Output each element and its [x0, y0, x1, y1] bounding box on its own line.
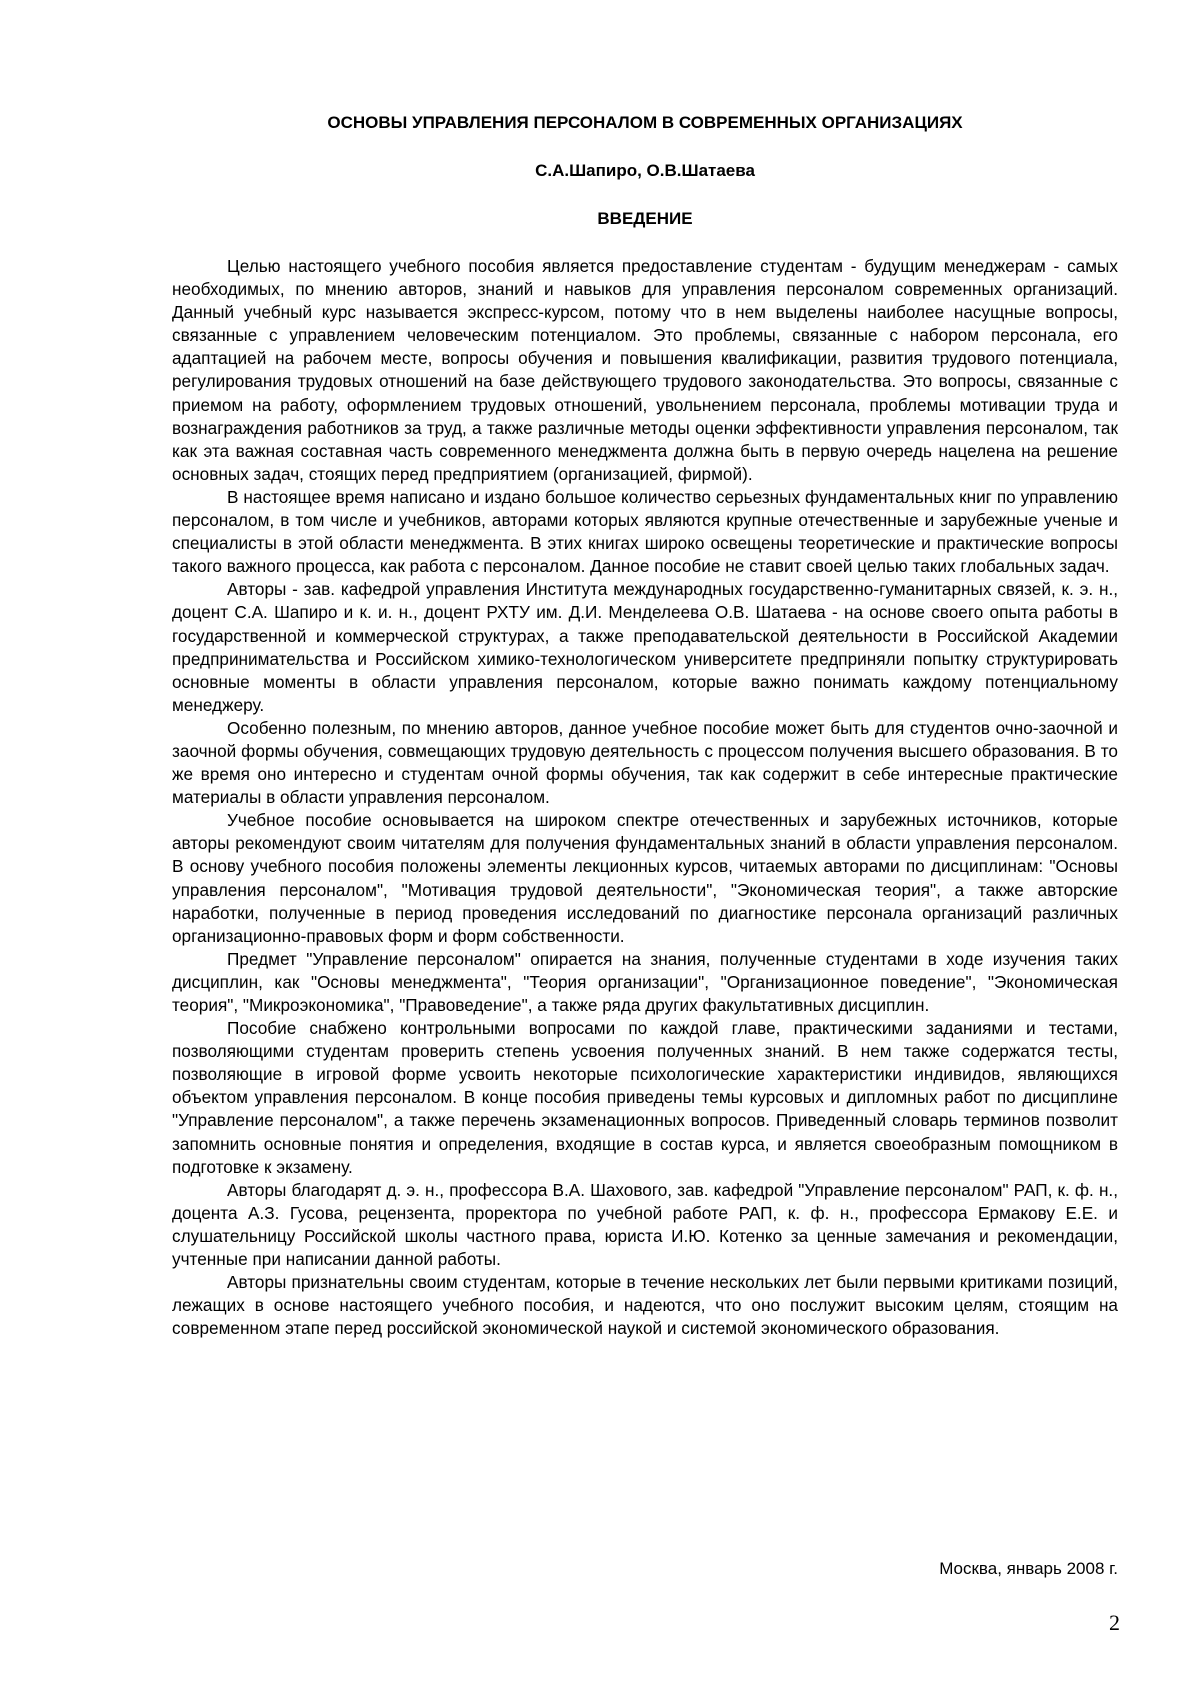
- paragraph: В настоящее время написано и издано большое количество серьезных фундаментальных книг по управлению персоналом, в том числе и учебников, авторами которых являются крупные отечественные и зарубежные ученые и специалисты в этой области менеджмента. В этих книгах широко освещены теоретические и практические вопросы такого важного процесса, как работа с персоналом. Данное пособие не ставит своей целью таких глобальных задач.: [172, 486, 1118, 577]
- paragraph: Авторы благодарят д. э. н., профессора В.А. Шахового, зав. кафедрой "Управление персоналом" РАП, к. ф. н., доцента А.З. Гусова, рецензента, проректора по учебной работе РАП, к. ф. н., профессора Ермакову Е.Е. и слушательницу Российской школы частного права, юриста И.Ю. Котенко за ценные замечания и рекомендации, учтенные при написании данной работы.: [172, 1179, 1118, 1270]
- body-text: [172, 255, 1118, 1340]
- paragraph: Пособие снабжено контрольными вопросами по каждой главе, практическими заданиями и тестами, позволяющими студентам проверить степень усвоения полученных знаний. В нем также содержатся тесты, позволяющие в игровой форме усвоить некоторые психологические характеристики индивидов, являющихся объектом управления персоналом. В конце пособия приведены темы курсовых и дипломных работ по дисциплине "Управление персоналом", а также перечень экзаменационных вопросов. Приведенный словарь терминов позволит запомнить основные понятия и определения, входящие в состав курса, и является своеобразным помощником в подготовке к экзамену.: [172, 1018, 1118, 1177]
- document-authors: С.А.Шапиро, О.В.Шатаева: [535, 161, 755, 180]
- paragraph: Предмет "Управление персоналом" опирается на знания, полученные студентами в ходе изучения таких дисциплин, как "Основы менеджмента", "Теория организации", "Организационное поведение", "Экономическая теория", "Микроэкономика", "Правоведение", а также ряда других факультативных дисциплин.: [172, 948, 1118, 1015]
- page-number: 2: [1109, 1610, 1120, 1635]
- section-heading: ВВЕДЕНИЕ: [597, 209, 693, 228]
- place-date-signature: Москва, январь 2008 г.: [939, 1559, 1118, 1578]
- paragraph: Особенно полезным, по мнению авторов, данное учебное пособие может быть для студентов очно-заочной и заочной формы обучения, совмещающих трудовую деятельность с процессом получения высшего образования. В то же время оно интересно и студентам очной формы обучения, так как содержит в себе интересные практические материалы в области управления персоналом.: [172, 717, 1118, 808]
- paragraph: Учебное пособие основывается на широком спектре отечественных и зарубежных источников, которые авторы рекомендуют своим читателям для получения фундаментальных знаний в области управления персоналом. В основу учебного пособия положены элементы лекционных курсов, читаемых авторами по дисциплинам: "Основы управления персоналом", "Мотивация трудовой деятельности", "Экономическая теория", а также авторские наработки, полученные в период проведения исследований по диагностике персонала организаций различных организационно-правовых форм и форм собственности.: [172, 810, 1118, 946]
- paragraph: Авторы - зав. кафедрой управления Института международных государственно-гуманитарных связей, к. э. н., доцент С.А. Шапиро и к. и. н., доцент РХТУ им. Д.И. Менделеева О.В. Шатаева - на основе своего опыта работы в государственной и коммерческой структурах, а также преподавательской деятельности в Российской Академии предпринимательства и Российском химико-технологическом университете предприняли попытку структурировать основные моменты в области управления персоналом, которые важно понимать каждому потенциальному менеджеру.: [172, 579, 1118, 715]
- paragraph: Авторы признательны своим студентам, которые в течение нескольких лет были первыми критиками позиций, лежащих в основе настоящего учебного пособия, и надеются, что оно послужит высоким целям, стоящим на современном этапе перед российской экономической наукой и системой экономического образования.: [172, 1272, 1118, 1339]
- paragraph: Целью настоящего учебного пособия является предоставление студентам - будущим менеджерам - самых необходимых, по мнению авторов, знаний и навыков для управления персоналом современных организаций. Данный учебный курс называется экспресс-курсом, потому что в нем выделены наиболее насущные вопросы, связанные с управлением человеческим потенциалом. Это проблемы, связанные с набором персонала, его адаптацией на рабочем месте, вопросы обучения и повышения квалификации, развития трудового потенциала, регулирования трудовых отношений на базе действующего трудового законодательства. Это вопросы, связанные с приемом на работу, оформлением трудовых отношений, увольнением персонала, проблемы мотивации труда и вознаграждения работников за труд, а также различные методы оценки эффективности управления персоналом, так как эта важная составная часть современного менеджмента должна быть в первую очередь нацелена на решение основных задач, стоящих перед предприятием (организацией, фирмой).: [172, 256, 1118, 484]
- document-title: ОСНОВЫ УПРАВЛЕНИЯ ПЕРСОНАЛОМ В СОВРЕМЕННЫХ ОРГАНИЗАЦИЯХ: [327, 113, 963, 132]
